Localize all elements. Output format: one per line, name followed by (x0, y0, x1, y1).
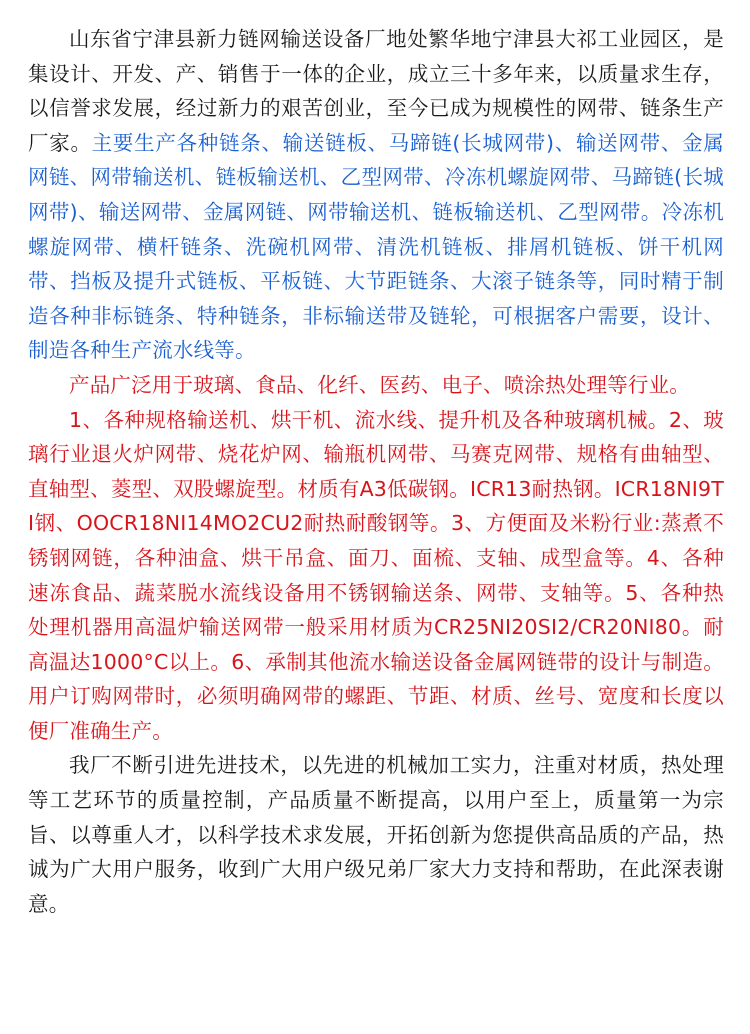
product-list-text: 主要生产各种链条、输送链板、马蹄链(长城网带)、输送网带、金属网链、网带输送机、链板输送机、乙型网带、冷冻机螺旋网带、马蹄链(长城网带)、输送网带、金属网链、网带输送机、链板输送机、乙型网带。冷冻机螺旋网带、横杆链条、洗碗机网带、清洗机链板、排屑机链板、饼干机网带、挡板及提升式链板、平板链、大节距链条、大滚子链条等，同时精于制造各种非标链条、特种链条，非标输送带及链轮，可根据客户需要，设计、制造各种生产流水线等。 (28, 130, 724, 363)
product-details-paragraph: 1、各种规格输送机、烘干机、流水线、提升机及各种玻璃机械。2、玻璃行业退火炉网带、烧花炉网、输瓶机网带、马赛克网带、规格有曲轴型、直轴型、菱型、双股螺旋型。材质有A3低碳钢。ICR13耐热钢。ICR18NI9TI钢、OOCR18NI14MO2CU2耐热耐酸钢等。3、方便面及米粉行业:蒸煮不锈钢网链，各种油盒、烘干吊盒、面刀、面梳、支轴、成型盒等。4、各种速冻食品、蔬菜脱水流线设备用不锈钢输送条、网带、支轴等。5、各种热处理机器用高温炉输送网带一般采用材质为CR25NI20SI2/CR20NI80。耐高温达1000°C以上。6、承制其他流水输送设备金属网链带的设计与制造。用户订购网带时，必须明确网带的螺距、节距、材质、丝号、宽度和长度以便厂准确生产。 (28, 407, 724, 743)
company-overview-text: 山东省宁津县新力链网输送设备厂地处繁华地宁津县大祁工业园区，是集设计、开发、产、销售于一体的企业，成立三十多年来，以质量求生存，以信誉求发展，经过新力的艰苦创业，至今已成为规模性的网带、链条生产厂家。 (28, 27, 724, 155)
closing-paragraph: 我厂不断引进先进技术，以先进的机械加工实力，注重对材质，热处理等工艺环节的质量控制，产品质量不断提高，以用户至上，质量第一为宗旨、以尊重人才，以科学技术求发展，开拓创新为您提供高品质的产品，热诚为广大用户服务，收到广大用户级兄弟厂家大力支持和帮助，在此深表谢意。 (28, 753, 724, 916)
company-introduction (28, 22, 724, 921)
applications-paragraph: 产品广泛用于玻璃、食品、化纤、医药、电子、喷涂热处理等行业。 (69, 372, 690, 397)
intro-paragraph (28, 22, 724, 368)
